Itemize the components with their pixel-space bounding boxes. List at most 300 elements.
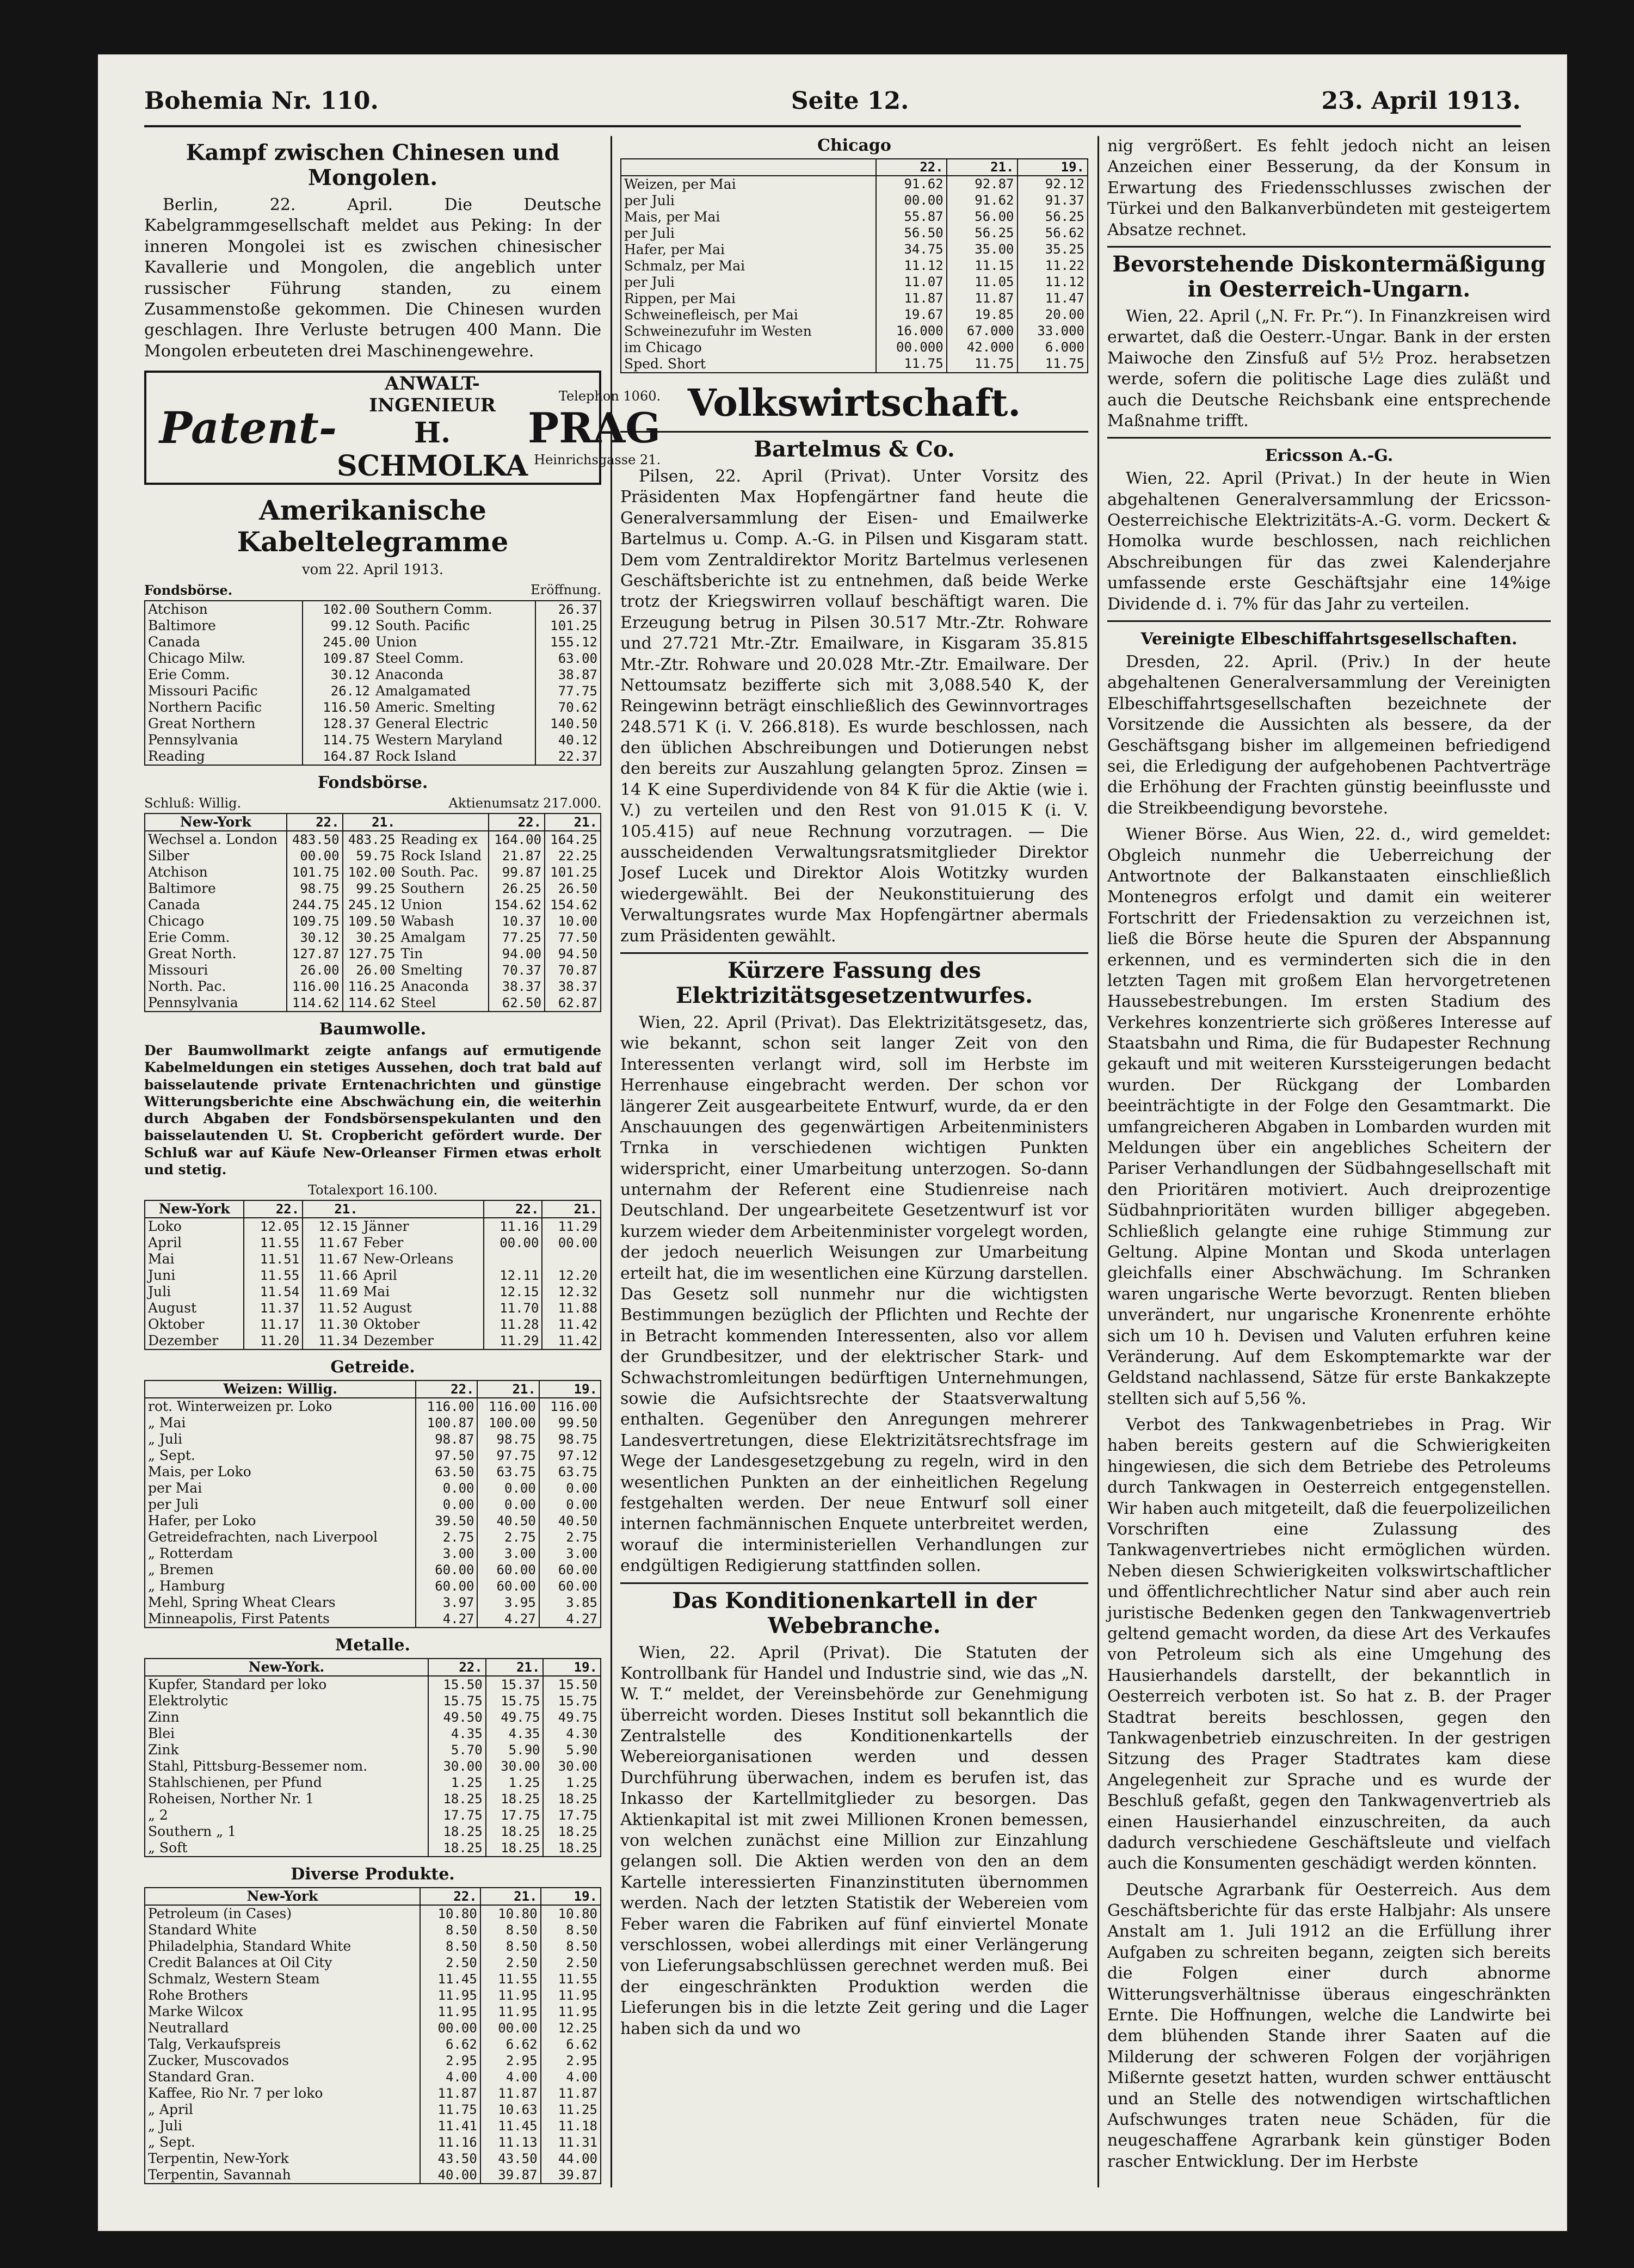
baumwolle-value: 11.17 (244, 1316, 303, 1333)
diverse-row (145, 2134, 600, 2150)
getreide-value: 3.00 (477, 1545, 539, 1562)
page-number: Seite 12. (791, 87, 909, 115)
fonds1-value: 99.12 (303, 618, 373, 634)
baumwolle-row (145, 1267, 600, 1284)
getreide-value: 116.00 (416, 1398, 477, 1415)
diverse-value: 2.50 (541, 1955, 600, 1971)
metalle-value: 49.50 (428, 1709, 486, 1725)
fonds1-label: Union (375, 634, 417, 650)
diverse-label: Philadelphia, Standard White (148, 1938, 352, 1955)
diverse-row (145, 2167, 600, 2183)
diverse-value: 2.50 (420, 1955, 480, 1971)
article-wiener-boerse: Wiener Börse. Aus Wien, 22. d., wird gemeldet: Obgleich nunmehr die Ueberreichung der Antwortnote der Balkanstaaten einschließlich Montenegros erfolgt und damit ein weiterer Fortschritt der Friedensaktion zu verzeichnen ist, ließ die Börse heute die Spuren der Abspannung erkennen, und es verminderten sich die in den letzten Tagen mit großem Elan hervorgetretenen Haussebestrebungen. Im ersten Stadium des Verkehres konzentrierte sich größeres Interesse auf Staatsbahn und Rima, die für Budapester Rechnung gekauft und mit weiteren Kurssteigerungen bedacht wurden. Der Rückgang der Lombarden beeinträchtigte in der Folge den Gesamtmarkt. Die umfangreicheren Abgaben in Lombarden wurden mit Meldungen über ein angebliches Scheitern der Pariser Verhandlungen der Südbahngesellschaft mit den Prioritären motiviert. Auch dreiprozentige Südbahnprioritäten wurden billiger abgegeben. Schließlich gelangte eine ruhige Stimmung zur Geltung. Alpine Montan und Skoda unterlagen gleichfalls einer Abschwächung. Im Schranken waren ungarische Werte bevorzugt. Renten blieben unverändert, nur ungarische Kronenrente erhöhte sich um 10 h. Devisen und Valuten erfuhren keine Veränderung. Auf dem Eskomptemarkte war der Geldstand nachlassend, Sätze für erste Bankakzepte stellten sich auf 5,56 %. (1107, 825, 1551, 1408)
baumwolle-label: August (363, 1300, 412, 1316)
diverse-label: Standard Gran. (148, 2069, 255, 2085)
headline-konditionenkartell: Das Konditionenkartell in der Webebranche. (672, 1587, 1037, 1638)
advertisement-schmolka (144, 371, 661, 485)
chicago-value: 11.75 (876, 356, 947, 372)
getreide-row (145, 1562, 600, 1578)
getreide-label: Mehl, Spring Wheat Clears (148, 1594, 336, 1611)
getreide-label: „ Rotterdam (148, 1545, 233, 1562)
baumwolle-row (145, 1251, 600, 1267)
getreide-value: 40.50 (477, 1513, 539, 1529)
baumwolle-value: 11.20 (244, 1333, 303, 1349)
chicago-table (620, 158, 1088, 373)
fonds2-value: 101.75 (287, 864, 343, 880)
fonds1-value: 63.00 (535, 650, 600, 667)
diverse-value: 11.87 (480, 2085, 541, 2101)
fonds2-header-cell: 22. (489, 814, 545, 831)
chicago-row (621, 307, 1087, 323)
baumwolle-value: 11.52 (303, 1300, 361, 1316)
diverse-value: 43.50 (480, 2150, 541, 2167)
diverse-value: 11.25 (541, 2101, 600, 2118)
fonds1-row (373, 601, 600, 618)
diverse-header-cell: New-York (145, 1888, 420, 1905)
diverse-label: Rohe Brothers (148, 1987, 248, 2004)
getreide-row (145, 1513, 600, 1529)
article-bartelmus: Pilsen, 22. April (Privat). Unter Vorsitz des Präsidenten Max Hopfengärtner fand heute die Generalversammlung der Eisen- und Emailwerke Bartelmus u. Comp. A.-G. in Pilsen und Kisgaram statt. Dem vom Zentraldirektor Moritz Bartelmus verlesenen Geschäftsberichte ist zu entnehmen, daß beide Werke trotz der Kriegswirren vollauf beschäftigt waren. Die Erzeugung betrug in Pilsen 30.517 Mtr.-Ztr. Rohware und 27.721 Mtr.-Ztr. Emailware, in Kisgaram 35.815 Mtr.-Ztr. Rohware und 20.028 Mtr.-Ztr. Emailware. Der Nettoumsatz bezifferte sich mit 3,088.540 K, der Reingewinn beträgt einschließlich des Gewinnvortrages 248.571 K (i. V. 266.818). Es wurde beschlossen, nach den üblichen Abschreibungen und Dotierungen nebst den bereits zur Auszahlung gelangten 5proz. Zinsen = 14 K eine Superdividende von 84 K für die Aktie (wie i. V.) zu verteilen und den Rest von 91.015 K (i. V. 105.415) auf neue Rechnung vorzutragen. — Die ausscheidenden Verwaltungsratsmitglieder Direktor Josef Lucek und Direktor Alois Wotitzky wurden wiedergewählt. Bei der Neukonstituierung des Verwaltungsrates wurde Max Hopfengärtner abermals zum Präsidenten gewählt. (620, 466, 1088, 946)
getreide-header-cell: Weizen: Willig. (145, 1381, 416, 1398)
fonds2-label: Southern (400, 880, 465, 897)
baumwolle-label: New-Orleans (363, 1251, 454, 1267)
diverse-value: 11.95 (541, 1987, 600, 2004)
chicago-value: 11.87 (876, 291, 947, 307)
chicago-value: 56.25 (1018, 209, 1088, 225)
getreide-value: 60.00 (477, 1578, 539, 1594)
fonds2-schluss: Schluß: Willig. (144, 796, 242, 811)
chicago-value: 11.75 (947, 356, 1018, 372)
fonds2-value: 26.50 (545, 880, 600, 897)
article-tankwagen: Verbot des Tankwagenbetriebes in Prag. Wir haben bereits gestern auf die Schwierigkeiten hingewiesen, die sich dem Betriebe des Petroleums durch Tankwagen in Oesterreich entgegenstellen. Wir haben auch mitgeteilt, daß die feuerpolizeilichen Vorschriften eine Zulassung des Tankwagenvertriebes nicht ermöglichen würden. Neben diesen Schwierigkeiten volkswirtschaftlicher und öffentlichrechtlicher Natur sind aber auch rein juristische Bedenken gegen den Tankwagenvertrieb geltend gemacht worden, da diese Art des Verkaufes von Petroleum sich als eine Umgehung des Hausierhandels darstellt, der bekanntlich in Oesterreich verboten ist. So hat z. B. der Prager Stadtrat bereits beschlossen, gegen den Tankwagenbetrieb einzuschreiten. In der gestrigen Sitzung des Prager Stadtrates kam diese Angelegenheit zur Sprache und es wurde der Beschluß gefaßt, gegen den Tankwagenvertrieb als einen Hausierhandel einzuschreiten, da auch dadurch verschiedene Geschäftsleute und vielfach auch die Konsumenten geschädigt werden könnten. (1107, 1415, 1551, 1873)
chicago-value: 92.87 (947, 176, 1018, 193)
baumwolle-value: 12.11 (484, 1267, 542, 1284)
chicago-value: 11.12 (876, 258, 947, 274)
metalle-value: 5.90 (486, 1742, 544, 1758)
diverse-label: Talg, Verkaufspreis (148, 2036, 281, 2053)
chicago-label: im Chicago (624, 339, 702, 355)
diverse-row (145, 1971, 600, 1987)
diverse-row (145, 1987, 600, 2004)
diverse-label: Neutrallard (148, 2020, 229, 2036)
ad-name: H. SCHMOLKA (337, 416, 528, 483)
chicago-value: 11.05 (947, 274, 1018, 291)
chicago-label: Weizen, per Mai (624, 176, 736, 192)
chicago-value: 34.75 (876, 242, 947, 258)
getreide-label: Mais, per Loko (148, 1464, 251, 1480)
diverse-value: 11.87 (541, 2085, 600, 2101)
fonds2-value: 77.25 (489, 929, 545, 946)
metalle-label: Blei (148, 1725, 175, 1742)
metalle-value: 1.25 (486, 1774, 544, 1791)
headline-elbeschiffahrt: Vereinigte Elbeschiffahrtsgesellschaften. (1140, 630, 1518, 649)
fonds2-label: North. Pac. (148, 978, 226, 995)
metalle-header-cell: 21. (486, 1659, 544, 1676)
article-elektrizitaet: Wien, 22. April (Privat). Das Elektrizitätsgesetz, das, wie bekannt, schon seit langer Zeit von den Interessenten verlangt wird, soll im Herbste im Herrenhause eingebracht werden. Der schon vor längerer Zeit ausgearbeitete Entwurf, wurde, da er den Anschauungen des gegenwärtigen Arbeitenministers Trnka in verschiedenen wichtigen Punkten widerspricht, einer Umarbeitung unterzogen. So-dann unternahm der Referent eine Studienreise nach Deutschland. Der ungearbeitete Gesetzentwurf ist vor kurzem wieder dem Arbeitenminister vorgelegt worden, der jedoch neuerlich Weisungen zur Umarbeitung erteilt hat, die im wesentlichen eine Kürzung darstellen. Das Gesetz soll nunmehr nur die wichtigsten Bestimmungen bezüglich der Pflichten und Rechte der in Betracht kommenden Interessenten, also vor allem der Grundbesitzer, und der elektrischer Stark- und Schwachstromleitungen bedürftigen Unternehmungen, sowie die Aufsichtsrechte der Staatsverwaltung enthalten. Gegenüber den Anregungen mehrerer Landesvertretungen, diese Elektrizitätsrechtsfrage im Wege der Landesgesetzgebung zu regeln, wird in den wesentlichen Punkten an der einheitlichen Regelung festgehalten werden. Der neue Entwurf soll einer internen fachmännischen Enquete unterbreitet werden, worauf die interministeriellen Verhandlungen zur endgültigen Redigierung stattfinden sollen. (620, 1013, 1088, 1576)
fonds1-label: Missouri Pacific (148, 683, 258, 699)
getreide-label: „ Bremen (148, 1562, 214, 1578)
diverse-value: 44.00 (541, 2150, 600, 2167)
getreide-value: 60.00 (416, 1562, 477, 1578)
baumwolle-row (145, 1333, 600, 1349)
article-ericsson: Wien, 22. April (Privat.) In der heute in Wien abgehaltenen Generalversammlung der Ericsson-Oesterreichische Elektrizitäts-A.-G. vorm. Deckert & Homolka wurde beschlossen, nach reichlichen Abschreibungen für das zwei Kalenderjahre umfassende erste Geschäftsjahr eine 14%ige Dividende d. i. 7% für das Jahr zu verteilen. (1107, 469, 1551, 614)
fonds2-value: 10.00 (545, 913, 600, 929)
getreide-value: 60.00 (416, 1578, 477, 1594)
diverse-label: Schmalz, Western Steam (148, 1971, 320, 1987)
fonds2-label: Chicago (148, 913, 205, 929)
chicago-value: 11.15 (947, 258, 1018, 274)
baumwolle-row (145, 1300, 600, 1316)
fonds2-value: 154.62 (545, 897, 600, 913)
chicago-label: Sped. Short (624, 355, 706, 372)
chicago-label: Mais, per Mai (624, 208, 720, 225)
metalle-value: 18.25 (543, 1823, 600, 1840)
chicago-header-cell (621, 159, 876, 176)
metalle-row (145, 1758, 600, 1774)
fonds1-value: 102.00 (303, 601, 373, 618)
fonds2-value: 22.25 (545, 848, 600, 864)
headline-elektrizitaet: Kürzere Fassung des Elektrizitätsgesetzentwurfes. (675, 957, 1033, 1008)
diverse-value: 39.87 (541, 2167, 600, 2183)
chicago-value: 11.22 (1018, 258, 1088, 274)
metalle-value: 17.75 (428, 1807, 486, 1823)
chicago-value: 11.47 (1018, 291, 1088, 307)
fonds1-label: Northern Pacific (148, 699, 262, 716)
baumwolle-label: Juli (148, 1284, 171, 1300)
chicago-value: 6.000 (1018, 340, 1088, 356)
getreide-value: 116.00 (539, 1398, 600, 1415)
chicago-value: 35.25 (1018, 242, 1088, 258)
getreide-value: 97.12 (539, 1447, 600, 1464)
chicago-value: 11.12 (1018, 274, 1088, 291)
diverse-value: 8.50 (480, 1938, 541, 1955)
fonds2-value: 127.87 (287, 946, 343, 962)
fonds1-value: 114.75 (303, 732, 373, 748)
getreide-value: 63.75 (539, 1464, 600, 1480)
metalle-row (145, 1774, 600, 1791)
diverse-value: 39.87 (480, 2167, 541, 2183)
fonds1-label: Steel Comm. (375, 650, 464, 667)
diverse-value: 6.62 (480, 2036, 541, 2053)
fonds2-value: 00.00 (287, 848, 343, 864)
diverse-value: 11.18 (541, 2118, 600, 2134)
getreide-value: 0.00 (416, 1496, 477, 1513)
baumwolle-row (145, 1316, 600, 1333)
baumwolle-value: 11.51 (244, 1251, 303, 1267)
getreide-value: 40.50 (539, 1513, 600, 1529)
getreide-row (145, 1447, 600, 1464)
headline-mongolen: Kampf zwischen Chinesen und Mongolen. (186, 140, 560, 190)
getreide-row (145, 1496, 600, 1513)
fonds1-label: Reading (148, 748, 205, 765)
baumwolle-label: Oktober (148, 1316, 205, 1333)
diverse-label: Terpentin, Savannah (148, 2167, 291, 2183)
diverse-row (145, 1905, 600, 1922)
fonds1-row (373, 716, 600, 732)
getreide-row (145, 1415, 600, 1431)
fonds1-row (145, 601, 373, 618)
fonds2-value: 114.62 (287, 995, 343, 1011)
fonds2-label: Wabash (400, 913, 454, 929)
chicago-title: Chicago (817, 136, 891, 155)
chicago-row (621, 356, 1087, 372)
diverse-row (145, 2118, 600, 2134)
baumwolle-value: 00.00 (484, 1235, 542, 1251)
fonds2-label: Atchison (148, 864, 208, 880)
baumwolle-header-cell: 22. (244, 1201, 303, 1218)
chicago-label: Hafer, per Mai (624, 241, 725, 257)
diverse-row (145, 2036, 600, 2053)
getreide-row (145, 1464, 600, 1480)
fonds1-value: 101.25 (535, 618, 600, 634)
getreide-value: 60.00 (539, 1562, 600, 1578)
baumwolle-label: Mai (148, 1251, 175, 1267)
chicago-label: per Juli (624, 274, 675, 290)
metalle-header-cell: 22. (428, 1659, 486, 1676)
diverse-value: 11.95 (420, 2004, 480, 2020)
chicago-value: 11.07 (876, 274, 947, 291)
chicago-label: per Juli (624, 192, 675, 208)
getreide-label: „ Juli (148, 1431, 183, 1447)
chicago-row (621, 242, 1087, 258)
fonds2-label: Union (400, 897, 442, 913)
diverse-value: 11.31 (541, 2134, 600, 2150)
fonds1-row (145, 683, 373, 699)
fonds1-value: 140.50 (535, 716, 600, 732)
metalle-value: 15.75 (543, 1693, 600, 1709)
metalle-label: Southern „ 1 (148, 1823, 237, 1840)
diverse-value: 10.80 (541, 1905, 600, 1922)
metalle-label: Kupfer, Standard per loko (148, 1677, 327, 1693)
fonds2-value: 77.50 (545, 929, 600, 946)
fonds1-label: Western Maryland (375, 732, 503, 748)
getreide-value: 0.00 (539, 1480, 600, 1496)
baumwolle-value: 11.66 (303, 1267, 361, 1284)
metalle-value: 18.25 (486, 1840, 544, 1856)
metalle-value: 15.50 (543, 1676, 600, 1693)
diverse-row (145, 2020, 600, 2036)
baumwolle-label: Mai (363, 1284, 390, 1300)
headline-ericsson: Ericsson A.-G. (1265, 446, 1393, 466)
fonds2-value: 94.00 (489, 946, 545, 962)
metalle-row (145, 1709, 600, 1725)
metalle-value: 1.25 (428, 1774, 486, 1791)
fonds2-row (145, 848, 600, 864)
metalle-row (145, 1693, 600, 1709)
diverse-value: 2.95 (541, 2053, 600, 2069)
metalle-value: 18.25 (428, 1791, 486, 1807)
baumwolle-value: 11.67 (303, 1235, 361, 1251)
chicago-header-cell: 22. (876, 159, 947, 176)
baumwolle-value: 12.32 (542, 1284, 600, 1300)
fonds1-label: Anaconda (375, 667, 444, 683)
chicago-row (621, 225, 1087, 242)
column-divider (1097, 136, 1099, 2187)
baumwolle-label: Dezember (148, 1333, 219, 1349)
fonds1-value: 109.87 (303, 650, 373, 667)
diverse-value: 11.45 (480, 2118, 541, 2134)
headline-bartelmus: Bartelmus & Co. (754, 436, 955, 462)
getreide-header-cell: 22. (416, 1381, 477, 1398)
baumwolle-value: 12.15 (303, 1218, 361, 1235)
fonds2-value: 30.12 (287, 929, 343, 946)
getreide-label: per Juli (148, 1496, 199, 1513)
fonds2-table (144, 813, 601, 1012)
issue-date: 23. April 1913. (1321, 87, 1521, 115)
getreide-row (145, 1431, 600, 1447)
chicago-value: 91.62 (876, 176, 947, 193)
fonds2-header-cell: 21. (343, 814, 398, 831)
fonds2-label: Great North. (148, 946, 237, 962)
metalle-header-cell: New-York. (145, 1659, 428, 1676)
baumwolle-value: 12.05 (244, 1218, 303, 1235)
baumwolle-value: 11.28 (484, 1316, 542, 1333)
getreide-value: 63.50 (416, 1464, 477, 1480)
chicago-value: 42.000 (947, 340, 1018, 356)
chicago-value: 19.67 (876, 307, 947, 323)
getreide-row (145, 1480, 600, 1496)
article-elbeschiffahrt: Dresden, 22. April. (Priv.) In der heute abgehaltenen Generalversammlung der Vereinigten Elbeschiffahrtsgesellschaften bezeichnete der Vorsitzende die Aussichten als bessere, da der Geschäftsgang bisher im allgemeinen befriedigend sei, die Erledigung der aufgehobenen Pachtverträge die Erhöhung der Frachten günstig beeinflusste und die Streikbeendigung bevorstehe. (1107, 652, 1551, 818)
fonds1-value: 77.75 (535, 683, 600, 699)
fonds2-value: 127.75 (343, 946, 398, 962)
fonds1-value: 155.12 (535, 634, 600, 650)
getreide-value: 3.85 (539, 1594, 600, 1611)
fonds2-value: 245.12 (343, 897, 398, 913)
metalle-value: 4.35 (428, 1725, 486, 1742)
ad-street: Heinrichsgasse 21. (534, 452, 661, 467)
diverse-label: „ Juli (148, 2118, 183, 2134)
diverse-label: Terpentin, New-York (148, 2150, 289, 2167)
diverse-value: 8.50 (480, 1922, 541, 1938)
getreide-label: „ Sept. (148, 1447, 195, 1464)
chicago-value: 56.62 (1018, 225, 1088, 242)
baumwolle-label: April (148, 1235, 182, 1251)
section-volkswirtschaft: Volkswirtschaft. (687, 381, 1021, 425)
chicago-value: 91.62 (947, 193, 1018, 209)
fonds2-value: 10.37 (489, 913, 545, 929)
diverse-value: 00.00 (480, 2020, 541, 2036)
diverse-value: 43.50 (420, 2150, 480, 2167)
baumwolle-value (484, 1251, 542, 1267)
kabel-date: vom 22. April 1913. (301, 562, 444, 578)
fonds1-row (373, 618, 600, 634)
chicago-row (621, 193, 1087, 209)
metalle-value: 15.37 (486, 1676, 544, 1693)
metalle-value: 5.70 (428, 1742, 486, 1758)
fonds1-table (144, 600, 601, 766)
diverse-value: 11.95 (480, 1987, 541, 2004)
diverse-label: „ April (148, 2101, 193, 2118)
metalle-row (145, 1840, 600, 1856)
fonds2-value: 102.00 (343, 864, 398, 880)
fonds2-value: 483.25 (343, 831, 398, 848)
baumwolle-header-cell: New-York (145, 1201, 244, 1218)
chicago-label: Schweinezufuhr im Westen (624, 323, 812, 339)
headline-kabeltelegramme: Amerikanische Kabeltelegramme (237, 494, 509, 558)
metalle-value: 4.30 (543, 1725, 600, 1742)
baumwolle-value: 11.29 (542, 1218, 600, 1235)
fonds2-label: Steel (400, 995, 436, 1011)
getreide-value: 3.97 (416, 1594, 477, 1611)
metalle-title: Metalle. (335, 1636, 410, 1655)
chicago-row (621, 209, 1087, 225)
chicago-header-cell: 21. (947, 159, 1018, 176)
fonds2-label: Baltimore (148, 880, 216, 897)
fonds2-value: 244.75 (287, 897, 343, 913)
chicago-row (621, 176, 1087, 193)
metalle-value: 18.25 (543, 1791, 600, 1807)
fonds2-value: 38.37 (489, 978, 545, 995)
fonds1-label2: Eröffnung. (531, 582, 601, 598)
getreide-header-cell: 19. (539, 1381, 600, 1398)
fonds2-value: 114.62 (343, 995, 398, 1011)
getreide-value: 3.00 (539, 1545, 600, 1562)
article-agrarbank: Deutsche Agrarbank für Oesterreich. Aus dem Geschäftsberichte für das erste Halbjahr: Als unsere Anstalt am 1. Juli 1912 an die Erfüllung ihrer Aufgaben zu schreiten begann, zeigten sich bereits die Folgen einer durch abnorme Witterungsverhältnisse überaus eingeschränkten Ernte. Die Hoffnungen, welche die Landwirte bei dem blühenden Stande ihrer Saaten auf die Milderung der schweren Folgen der vorjährigen Mißernte gesetzt hatten, wurden schwer enttäuscht und an Stelle des notwendigen wirtschaftlichen Aufschwunges traten neue Schäden, für die neugeschaffene Agrarbank kein günstiger Boden rascher Entwicklung. Der im Herbste (1107, 1880, 1551, 2171)
diverse-label: Zucker, Muscovados (148, 2053, 289, 2069)
fonds2-value: 59.75 (343, 848, 398, 864)
metalle-label: Stahl, Pittsburg-Bessemer nom. (148, 1758, 368, 1774)
chicago-value: 11.75 (1018, 356, 1088, 372)
fonds1-row (373, 732, 600, 748)
fonds1-row (145, 618, 373, 634)
baumwolle-label: Dezember (363, 1333, 434, 1349)
diverse-label: Credit Balances at Oil City (148, 1955, 332, 1971)
fonds1-label: Americ. Smelting (375, 699, 496, 716)
baumwolle-label: Juni (148, 1267, 176, 1284)
fonds1-label: Rock Island (375, 748, 457, 765)
fonds1-label: Baltimore (148, 618, 216, 634)
fonds1-value: 70.62 (535, 699, 600, 716)
fonds1-value: 38.87 (535, 667, 600, 683)
fonds1-row (145, 716, 373, 732)
fonds1-label: Fondsbörse. (144, 582, 233, 599)
baumwolle-value: 12.15 (484, 1284, 542, 1300)
diverse-header-cell: 21. (480, 1888, 541, 1905)
metalle-header-row (145, 1659, 600, 1676)
chicago-label: Rippen, per Mai (624, 290, 736, 306)
chicago-value: 00.00 (876, 193, 947, 209)
chicago-label: Schweinefleisch, per Mai (624, 306, 798, 323)
diverse-value: 8.50 (541, 1938, 600, 1955)
baumwolle-value: 11.42 (542, 1333, 600, 1349)
diverse-row (145, 2004, 600, 2020)
fonds1-value: 26.12 (303, 683, 373, 699)
metalle-value: 18.25 (428, 1823, 486, 1840)
getreide-row (145, 1594, 600, 1611)
metalle-value: 17.75 (486, 1807, 544, 1823)
fonds2-label: South. Pac. (400, 864, 479, 880)
diverse-value: 11.16 (420, 2134, 480, 2150)
metalle-label: „ Soft (148, 1840, 188, 1856)
baumwolle-value: 11.16 (484, 1218, 542, 1235)
metalle-label: „ 2 (148, 1807, 168, 1823)
ad-phone: Telephon 1060. (558, 388, 661, 404)
baumwolle-label: Feber (363, 1235, 404, 1251)
getreide-value: 39.50 (416, 1513, 477, 1529)
getreide-table (144, 1380, 601, 1628)
getreide-row (145, 1529, 600, 1545)
metalle-header-cell: 19. (543, 1659, 600, 1676)
fonds2-title: Fondsbörse. (317, 773, 428, 793)
getreide-value: 0.00 (477, 1480, 539, 1496)
diverse-header-row (145, 1888, 600, 1905)
metalle-row (145, 1725, 600, 1742)
metalle-value: 15.75 (428, 1693, 486, 1709)
fonds2-value: 164.25 (545, 831, 600, 848)
getreide-value: 0.00 (539, 1496, 600, 1513)
page-header (144, 82, 1521, 120)
metalle-label: Roheisen, Norther Nr. 1 (148, 1791, 314, 1807)
